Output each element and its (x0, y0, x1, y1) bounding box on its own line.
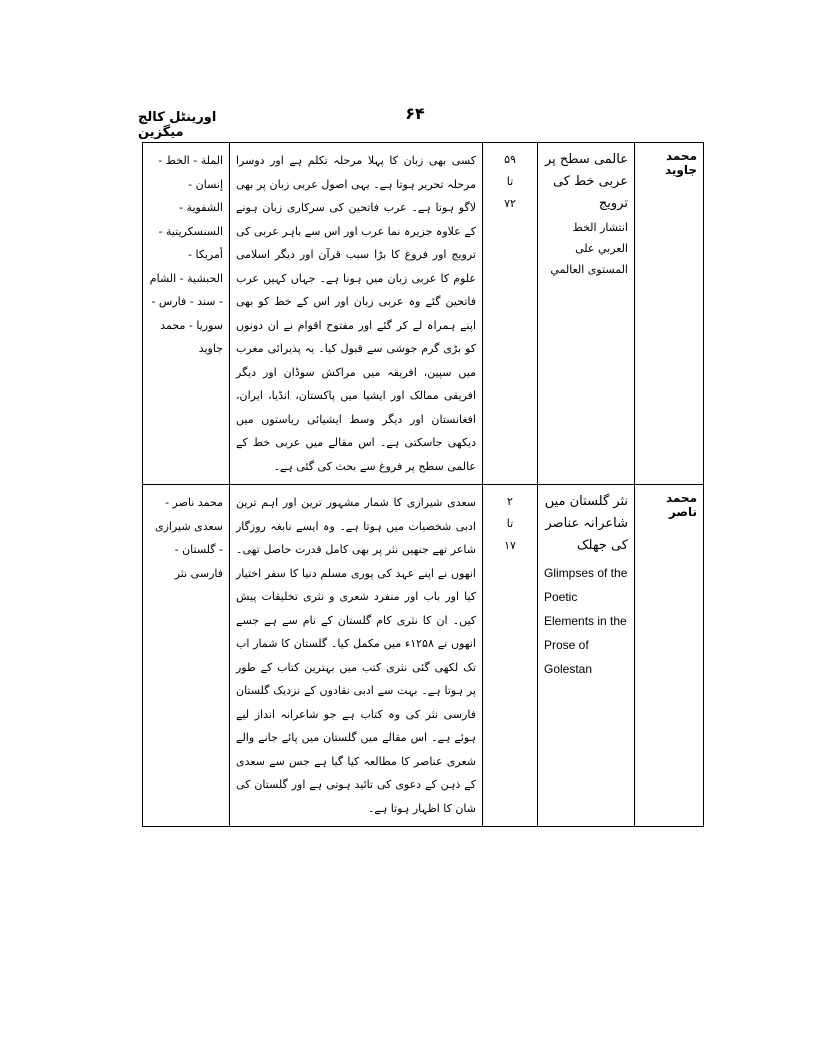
page-to: تا (506, 517, 514, 530)
page-start: ۲ (507, 495, 513, 508)
page-to: تا (506, 175, 514, 188)
title-arabic: انتشار الخط العربي على المستوى العالمي (550, 221, 628, 276)
page-range (489, 491, 531, 557)
keywords-text: الملة - الخط - إنسان - الشفوية - السنسكريتية - أمريكا - الحبشية - الشام - سند - فارس - سوریا - محمد جاوید (149, 154, 223, 355)
abstract-cell (230, 485, 483, 827)
journal-name: اورینٹل کالج میگزین (138, 110, 217, 140)
keywords-cell (143, 485, 230, 827)
table-row (143, 143, 704, 485)
title-urdu: عالمی سطح پر عربی خط کی ترویج (544, 152, 628, 211)
page-number: ۶۴ (405, 104, 425, 123)
page-range (489, 149, 531, 215)
author-name: محمد جاوید (664, 149, 697, 177)
title-english: Glimpses of the Poetic Elements in the Prose of Golestan (544, 566, 628, 676)
catalog-table (142, 142, 704, 827)
author-name: محمد ناصر (665, 491, 697, 519)
title-cell (538, 143, 635, 485)
pages-cell (483, 143, 538, 485)
title-urdu: نثر گلستان میں شاعرانہ عناصر کی جھلک (544, 494, 628, 553)
keywords-cell (143, 143, 230, 485)
abstract-text: کسی بھی زبان کا پہلا مرحلہ تکلم ہے اور دوسرا مرحلہ تحریر ہوتا ہے۔ یہی اصول عربی زبان پر بھی لاگو ہوتا ہے۔ عرب فاتحین کی سرکاری زبان ہونے کے علاوہ جزیرہ نما عرب اور اس سے باہر عربی کی ترویج اور فروغ کا بڑا سبب قرآن اور دیگر اسلامی علوم کا عربی زبان میں ہونا ہے۔ جہاں کہیں عرب فاتحین گئے وہ عربی زبان اور اس کے خط کو بھی اپنے ہمراہ لے کر گئے اور مفتوح اقوام نے ان دونوں کو بڑی گرم جوشی سے قبول کیا۔ یہ پذیرائی مغرب میں سپین، افریقہ میں مراکش سوڈان اور دیگر افریقی ممالک اور ایشیا میں پاکستان، انڈیا، ایران، افغانستان اور دیگر وسط ایشیائی ریاستوں میں دیکھی جاسکتی ہے۔ اس مقالے میں عربی خط کے عالمی سطح پر فروغ سے بحث کی گئی ہے۔ (236, 154, 476, 473)
abstract-cell (230, 143, 483, 485)
table-row (143, 485, 704, 827)
author-cell (635, 485, 704, 827)
author-cell (635, 143, 704, 485)
keywords-text: محمد ناصر - سعدی شیرازی - گلستان - فارسی نثر (155, 496, 223, 580)
page-start: ۵۹ (504, 153, 516, 166)
abstract-text: سعدی شیرازی کا شمار مشہور ترین اور اہم ترین ادبی شخصیات میں ہوتا ہے۔ وہ ایسے نابغہ روزگار شاعر تھے جنھیں نثر پر بھی کامل قدرت حاصل تھی۔ انھوں نے اپنے عہد کی پوری مسلم دنیا کا سفر اختیار کیا اور باب اور منفرد شعری و نثری تخلیقات پیش کیں۔ ان کا نثری کام گلستان کے نام سے ہے جسے انھوں نے ۱۲۵۸ء میں مکمل کیا۔ گلستان کا شمار اب تک لکھی گئی نثری کتب میں بہترین کتاب کے طور پر ہوتا ہے۔ بہت سے ادبی نقادوں کے نزدیک گلستان فارسی نثر کی وہ کتاب ہے جو شاعرانہ انداز لیے ہوئے ہے۔ اس مقالے میں گلستان میں پائے جانے والے شعری عناصر کا مطالعہ کیا گیا ہے جس سے سعدی کے ذہن کے دعوی کی تائید ہوتی ہے اور گلستان کی شان کا اظہار ہوتا ہے۔ (236, 496, 476, 815)
page-end: ۱۷ (504, 539, 516, 552)
pages-cell (483, 485, 538, 827)
page-end: ۷۲ (504, 197, 516, 210)
title-cell (538, 485, 635, 827)
